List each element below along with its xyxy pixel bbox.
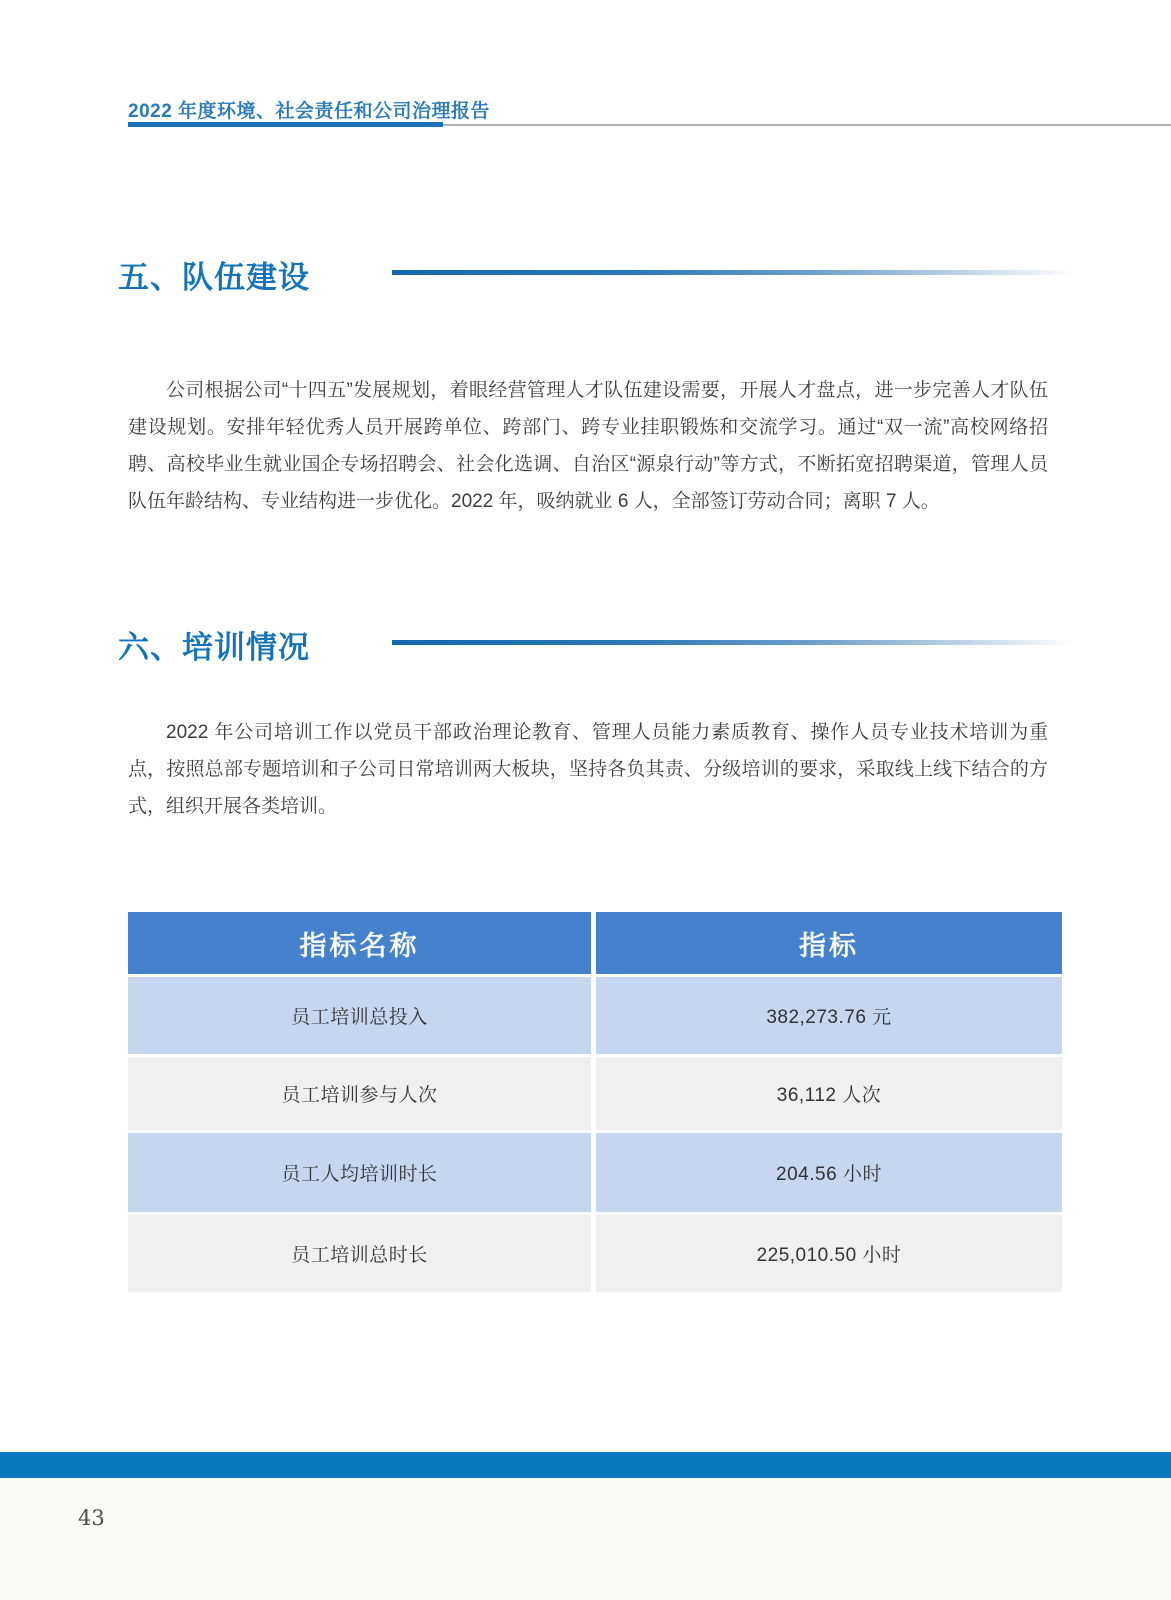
training-kpi-table xyxy=(128,912,1062,1292)
table-cell-name: 员工培训总投入 xyxy=(128,977,596,1054)
page-number: 43 xyxy=(78,1506,105,1530)
footer-area xyxy=(0,1478,1171,1600)
table-cell-value: 204.56 小时 xyxy=(776,1164,882,1185)
footer-accent-bar xyxy=(0,1452,1171,1478)
document-title: 2022 年度环境、社会责任和公司治理报告 xyxy=(128,101,491,122)
section-rule xyxy=(392,640,1075,645)
table-row xyxy=(128,1212,1062,1292)
table-header-row xyxy=(128,912,1062,974)
table-row xyxy=(128,1054,1062,1130)
table-cell-name: 员工培训总时长 xyxy=(128,1215,596,1292)
table-cell-name: 员工培训参与人次 xyxy=(128,1057,596,1130)
section-heading-team-building: 五、队伍建设 xyxy=(118,260,310,295)
table-header-indicator-name: 指标名称 xyxy=(128,912,596,974)
table-cell-value: 36,112 人次 xyxy=(776,1085,882,1106)
table-row xyxy=(128,974,1062,1054)
table-cell-name: 员工人均培训时长 xyxy=(128,1133,596,1212)
table-header-indicator-value: 指标 xyxy=(799,930,859,961)
header-rule-blue xyxy=(128,122,443,127)
table-cell-value: 382,273.76 元 xyxy=(766,1007,892,1028)
table-cell-value: 225,010.50 小时 xyxy=(756,1245,902,1266)
table-row xyxy=(128,1130,1062,1212)
section-heading-training: 六、培训情况 xyxy=(118,630,310,665)
header-rule-gray xyxy=(443,124,1171,126)
section-rule xyxy=(392,270,1075,275)
paragraph-training: 2022 年公司培训工作以党员干部政治理论教育、管理人员能力素质教育、操作人员专业技术培训为重点，按照总部专题培训和子公司日常培训两大板块，坚持各负其责、分级培训的要求，采取线上线下结合的方式，组织开展各类培训。 xyxy=(128,722,1048,817)
paragraph-team-building: 公司根据公司“十四五”发展规划，着眼经营管理人才队伍建设需要，开展人才盘点，进一步完善人才队伍建设规划。安排年轻优秀人员开展跨单位、跨部门、跨专业挂职锻炼和交流学习。通过“双一流”高校网络招聘、高校毕业生就业国企专场招聘会、社会化选调、自治区“源泉行动”等方式，不断拓宽招聘渠道，管理人员队伍年龄结构、专业结构进一步优化。2022 年，吸纳就业 6 人，全部签订劳动合同；离职 7 人。 xyxy=(128,380,1048,512)
